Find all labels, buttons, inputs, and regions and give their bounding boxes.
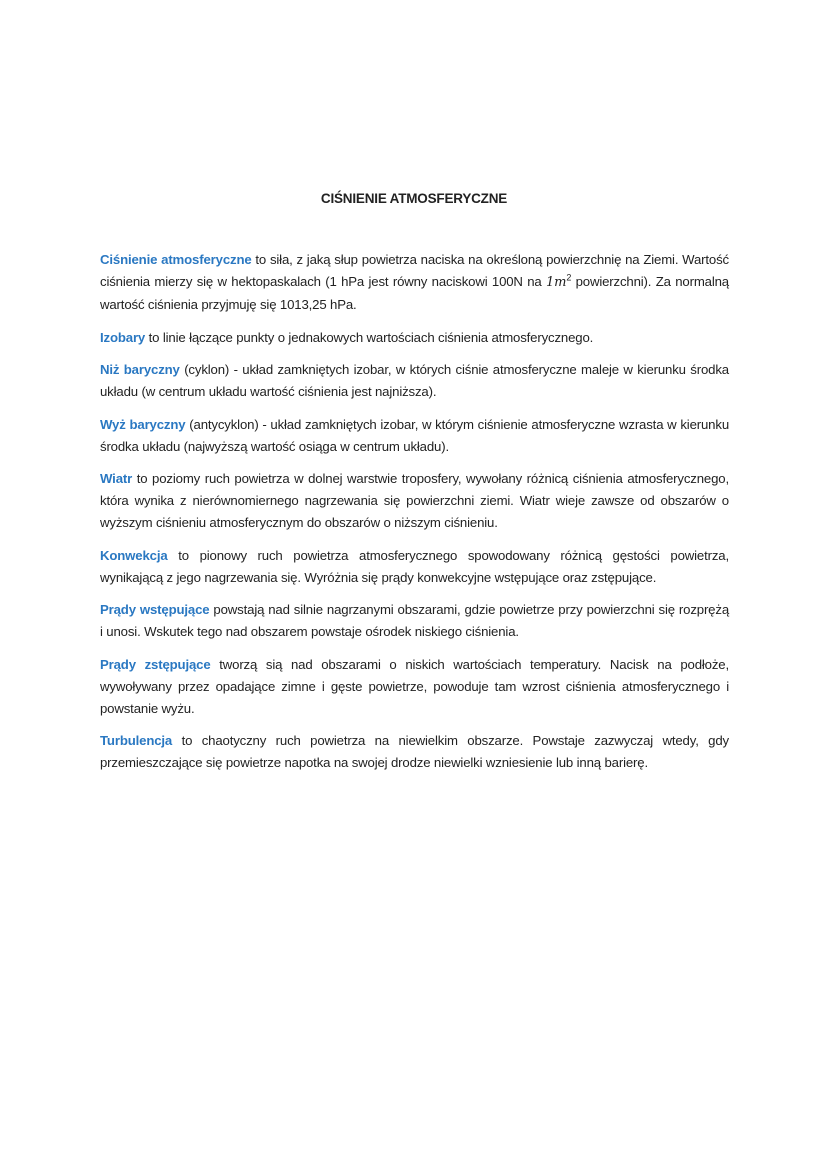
term: Niż baryczny [100,362,180,377]
paragraph-konwekcja [100,545,729,589]
paragraph-wyz [100,414,729,458]
definition: to chaotyczny ruch powietrza na niewielkim obszarze. Powstaje zazwyczaj wtedy, gdy przemieszczające się powietrze napotka na swojej drodze niewielki wzniesienie lub inną barierę. [100,733,729,770]
definition: powstają nad silnie nagrzanymi obszarami, gdzie powietrze przy powierzchni się rozprężą i unosi. Wskutek tego nad obszarem powstaje ośrodek niskiego ciśnienia. [100,602,729,639]
paragraph-prady-wstepujace [100,599,729,643]
definition-continued: powierzchni). Za normalną wartość ciśnienia przyjmuję się 1013,25 hPa. [100,274,729,312]
term: Turbulencja [100,733,173,748]
term: Prądy wstępujące [100,602,210,617]
paragraph-prady-zstepujace [100,654,729,720]
math-unit: 1m [546,275,567,290]
superscript: 2 [566,272,572,283]
definition: (antycyklon) - układ zamkniętych izobar, w którym ciśnienie atmosferyczne wzrasta w kierunku środka układu (najwyższą wartość osiąga w centrum układu). [100,416,729,454]
paragraph-izobary [100,327,729,349]
paragraph-cisnienie [100,249,729,316]
term: Prądy zstępujące [100,656,211,672]
paragraph-niz [100,359,729,403]
definition: tworzą sią nad obszarami o niskich wartościach temperatury. Nacisk na podłoże, wywoływany przez opadające zimne i gęste powietrze, powoduje tam wzrost ciśnienia atmosferycznego i powstanie wyżu. [100,656,729,716]
term: Ciśnienie atmosferyczne [100,252,252,267]
paragraph-turbulencja [100,730,729,774]
term: Wyż baryczny [100,416,186,432]
definition: to siła, z jaką słup powietrza naciska na określoną powierzchnię na Ziemi. Wartość ciśnienia mierzy się w hektopaskalach (1 hPa jest równy naciskowi 100N na [100,252,730,289]
term: Konwekcja [100,547,168,563]
term: Wiatr [100,471,133,486]
document-body [100,249,729,785]
term: Izobary [100,329,146,345]
paragraph-wiatr [100,468,729,534]
definition: (cyklon) - układ zamkniętych izobar, w których ciśnie atmosferyczne maleje w kierunku środka układu (w centrum układu wartość ciśnienia jest najniższa). [100,362,729,399]
definition: to linie łączące punkty o jednakowych wartościach ciśnienia atmosferycznego. [145,329,594,345]
document-title: CIŚNIENIE ATMOSFERYCZNE [320,191,508,206]
definition: to poziomy ruch powietrza w dolnej warstwie troposfery, wywołany różnicą ciśnienia atmosferycznego, która wynika z nierównomiernego nagrzewania się powierzchni ziemi. Wiatr wieje zawsze od obszarów o wyższym ciśnieniu atmosferycznym do obszarów o niższym ciśnieniu. [100,471,729,530]
definition: to pionowy ruch powietrza atmosferycznego spowodowany różnicą gęstości powietrza, wynikającą z jego nagrzewania się. Wyróżnia się prądy konwekcyjne wstępujące oraz zstępujące. [100,547,729,585]
